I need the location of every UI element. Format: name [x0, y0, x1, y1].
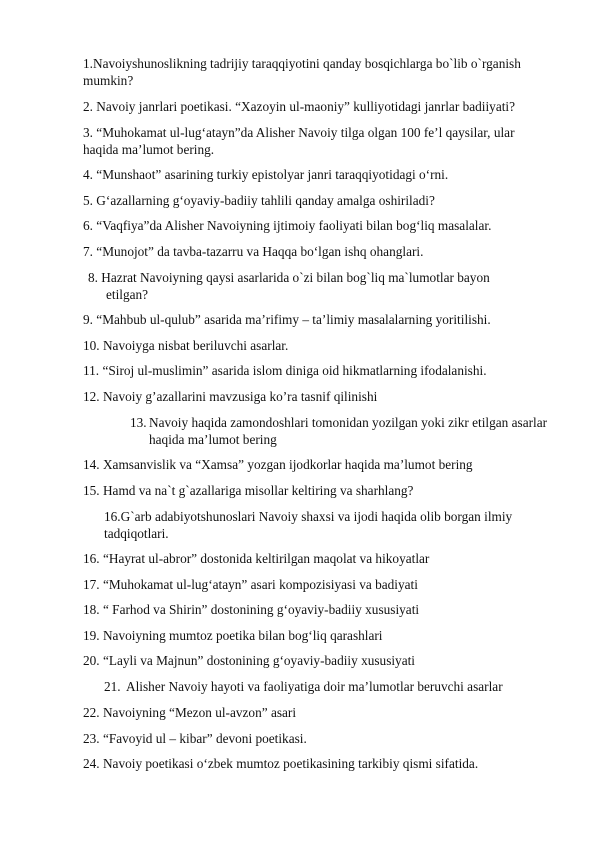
question-3-line-1: 3. “Muhokamat ul-lug‘atayn”da Alisher Navoiy tilga olgan 100 fe’l qaysilar, ular	[83, 125, 515, 140]
question-24: 24. Navoiy poetikasi o‘zbek mumtoz poetikasining tarkibiy qismi sifatida.	[83, 756, 479, 771]
question-16b: 16. “Hayrat ul-abror” dostonida keltirilgan maqolat va hikoyatlar	[83, 551, 430, 566]
question-13-line-1: Navoiy haqida zamondoshlari tomonidan yozilgan yoki zikr etilgan asarlar	[149, 415, 548, 430]
question-9: 9. “Mahbub ul-qulub” asarida ma’rifimy – ta’limiy masalalarning yoritilishi.	[83, 312, 491, 327]
question-18: 18. “ Farhod va Shirin” dostonining g‘oyaviy-badiiy xususiyati	[83, 602, 420, 617]
question-13-line-2: haqida ma’lumot bering	[149, 432, 277, 447]
question-20: 20. “Layli va Majnun” dostonining g‘oyaviy-badiiy xususiyati	[83, 653, 416, 668]
question-22: 22. Navoiyning “Mezon ul-avzon” asari	[83, 705, 297, 720]
question-1-line-1: 1.Navoiyshunoslikning tadrijiy taraqqiyotini qanday bosqichlarga bo`lib o`rganish	[83, 56, 521, 71]
question-15: 15. Hamd va na`t g`azallariga misollar keltiring va sharhlang?	[83, 483, 414, 498]
question-10: 10. Navoiyga nisbat beriluvchi asarlar.	[83, 338, 289, 353]
question-2: 2. Navoiy janrlari poetikasi. “Xazoyin ul-maoniy” kulliyotidagi janrlar badiiyati?	[83, 99, 516, 114]
question-6: 6. “Vaqfiya”da Alisher Navoiyning ijtimoiy faoliyati bilan bog‘liq masalalar.	[83, 218, 492, 233]
question-19: 19. Navoiyning mumtoz poetika bilan bog‘liq qarashlari	[83, 628, 383, 643]
question-1-line-2: mumkin?	[83, 73, 134, 88]
question-11: 11. “Siroj ul-muslimin” asarida islom diniga oid hikmatlarning ifodalanishi.	[83, 363, 487, 378]
question-12: 12. Navoiy g’azallarini mavzusiga ko’ra tasnif qilinishi	[83, 389, 378, 404]
question-16a-line-1: 16.G`arb adabiyotshunoslari Navoiy shaxsi va ijodi haqida olib borgan ilmiy	[104, 509, 513, 524]
question-13-number: 13.	[130, 415, 147, 430]
question-17: 17. “Muhokamat ul-lug‘atayn” asari kompozisiyasi va badiyati	[83, 577, 418, 592]
question-14: 14. Xamsanvislik va “Xamsa” yozgan ijodkorlar haqida ma’lumot bering	[83, 457, 473, 472]
question-21-number: 21.	[104, 679, 121, 694]
question-16a-line-2: tadqiqotlari.	[104, 526, 169, 541]
question-8-line-2: etilgan?	[106, 287, 149, 302]
question-3-line-2: haqida ma’lumot bering.	[83, 142, 215, 157]
question-5: 5. G‘azallarning g‘oyaviy-badiiy tahlili qanday amalga oshiriladi?	[83, 193, 435, 208]
question-7: 7. “Munojot” da tavba-tazarru va Haqqa bo‘lgan ishq ohanglari.	[83, 244, 424, 259]
question-8-line-1: 8. Hazrat Navoiyning qaysi asarlarida o`zi bilan bog`liq ma`lumotlar bayon	[88, 270, 490, 285]
question-23: 23. “Favoyid ul – kibar” devoni poetikasi.	[83, 731, 307, 746]
question-4: 4. “Munshaot” asarining turkiy epistolyar janri taraqqiyotidagi o‘rni.	[83, 167, 449, 182]
question-21-text: Alisher Navoiy hayoti va faoliyatiga doir ma’lumotlar beruvchi asarlar	[126, 679, 503, 694]
